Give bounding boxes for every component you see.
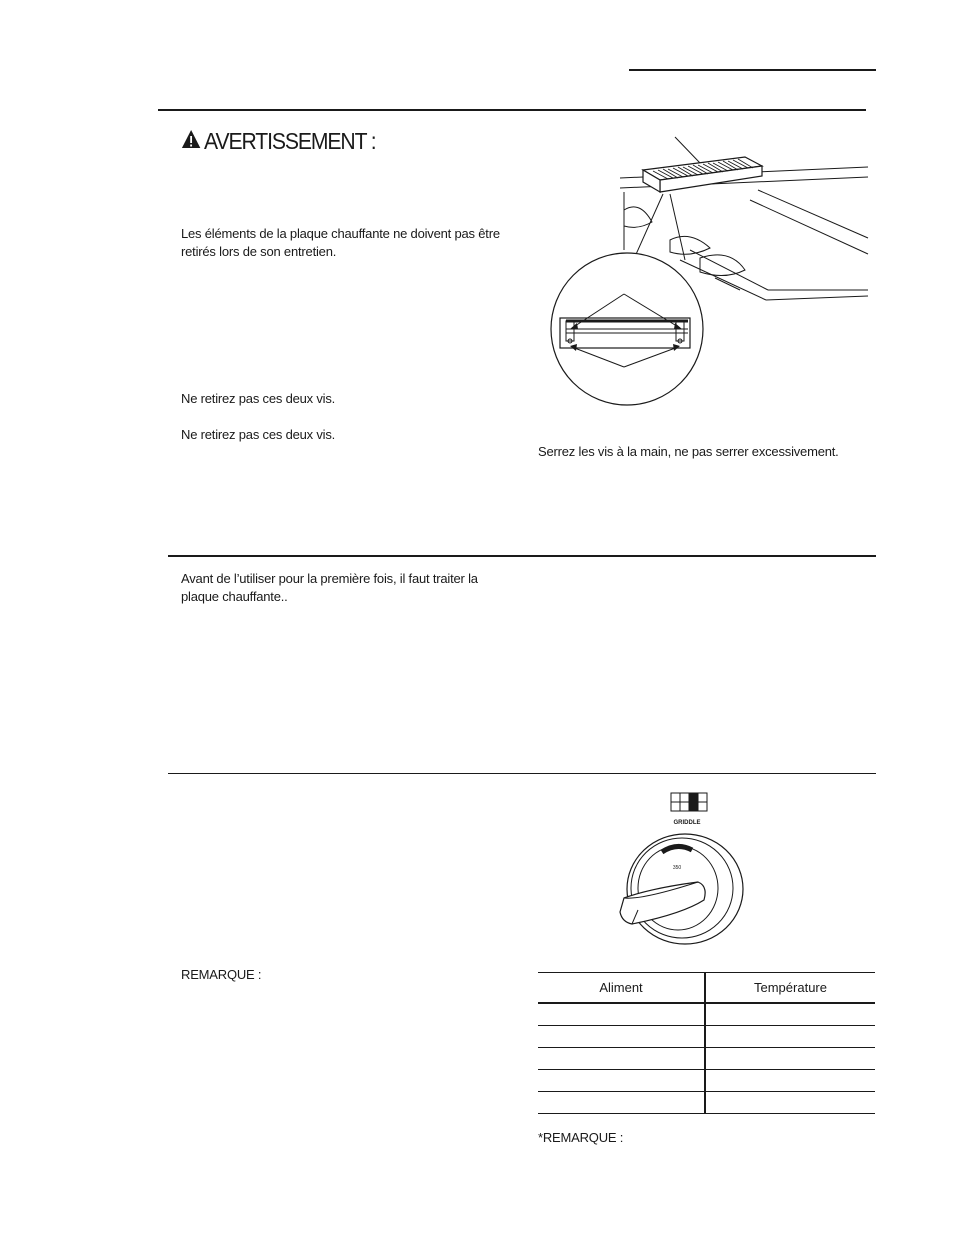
table-cell xyxy=(705,1048,875,1070)
griddle-vent-illustration xyxy=(540,130,870,410)
tighten-caption: Serrez les vis à la main, ne pas serrer excessivement. xyxy=(538,444,839,459)
table-header-row xyxy=(538,973,875,1004)
table-cell xyxy=(705,1092,875,1114)
table-row xyxy=(538,1026,875,1048)
table-cell xyxy=(705,1003,875,1026)
table-row xyxy=(538,1092,875,1114)
warning-title xyxy=(181,128,376,155)
table-row xyxy=(538,1003,875,1026)
table-cell xyxy=(538,1070,705,1092)
header-food: Aliment xyxy=(538,973,705,1004)
header-rule-long xyxy=(158,109,866,111)
warning-title-text: AVERTISSEMENT : xyxy=(204,128,376,154)
screws-note-1: Ne retirez pas ces deux vis. xyxy=(181,391,336,406)
elements-note: Les éléments de la plaque chauffante ne doivent pas être retirés lors de son entretien. xyxy=(181,226,500,259)
temperature-table xyxy=(538,972,875,1114)
table-row xyxy=(538,1070,875,1092)
table-cell xyxy=(538,1026,705,1048)
griddle-knob-illustration xyxy=(612,790,752,950)
screws-note-2: Ne retirez pas ces deux vis. xyxy=(181,427,336,442)
warning-triangle-icon xyxy=(181,128,201,155)
svg-text:350: 350 xyxy=(672,865,682,871)
table-cell xyxy=(538,1048,705,1070)
seasoning-intro: Avant de l’utiliser pour la première fois, il faut traiter la plaque chauffante.. xyxy=(181,571,478,604)
knob-label: GRIDDLE xyxy=(673,820,701,826)
table-row xyxy=(538,1048,875,1070)
header-rule-short xyxy=(629,69,876,71)
header-temperature: Température xyxy=(705,973,875,1004)
usage-note-label: REMARQUE : xyxy=(181,967,262,982)
table-footnote: *REMARQUE : xyxy=(538,1130,624,1145)
section-rule-usage xyxy=(168,773,876,774)
table-cell xyxy=(538,1003,705,1026)
section-rule-seasoning xyxy=(168,555,876,557)
table-cell xyxy=(705,1070,875,1092)
table-cell xyxy=(538,1092,705,1114)
table-cell xyxy=(705,1026,875,1048)
griddle-symbol-icon xyxy=(671,793,707,811)
